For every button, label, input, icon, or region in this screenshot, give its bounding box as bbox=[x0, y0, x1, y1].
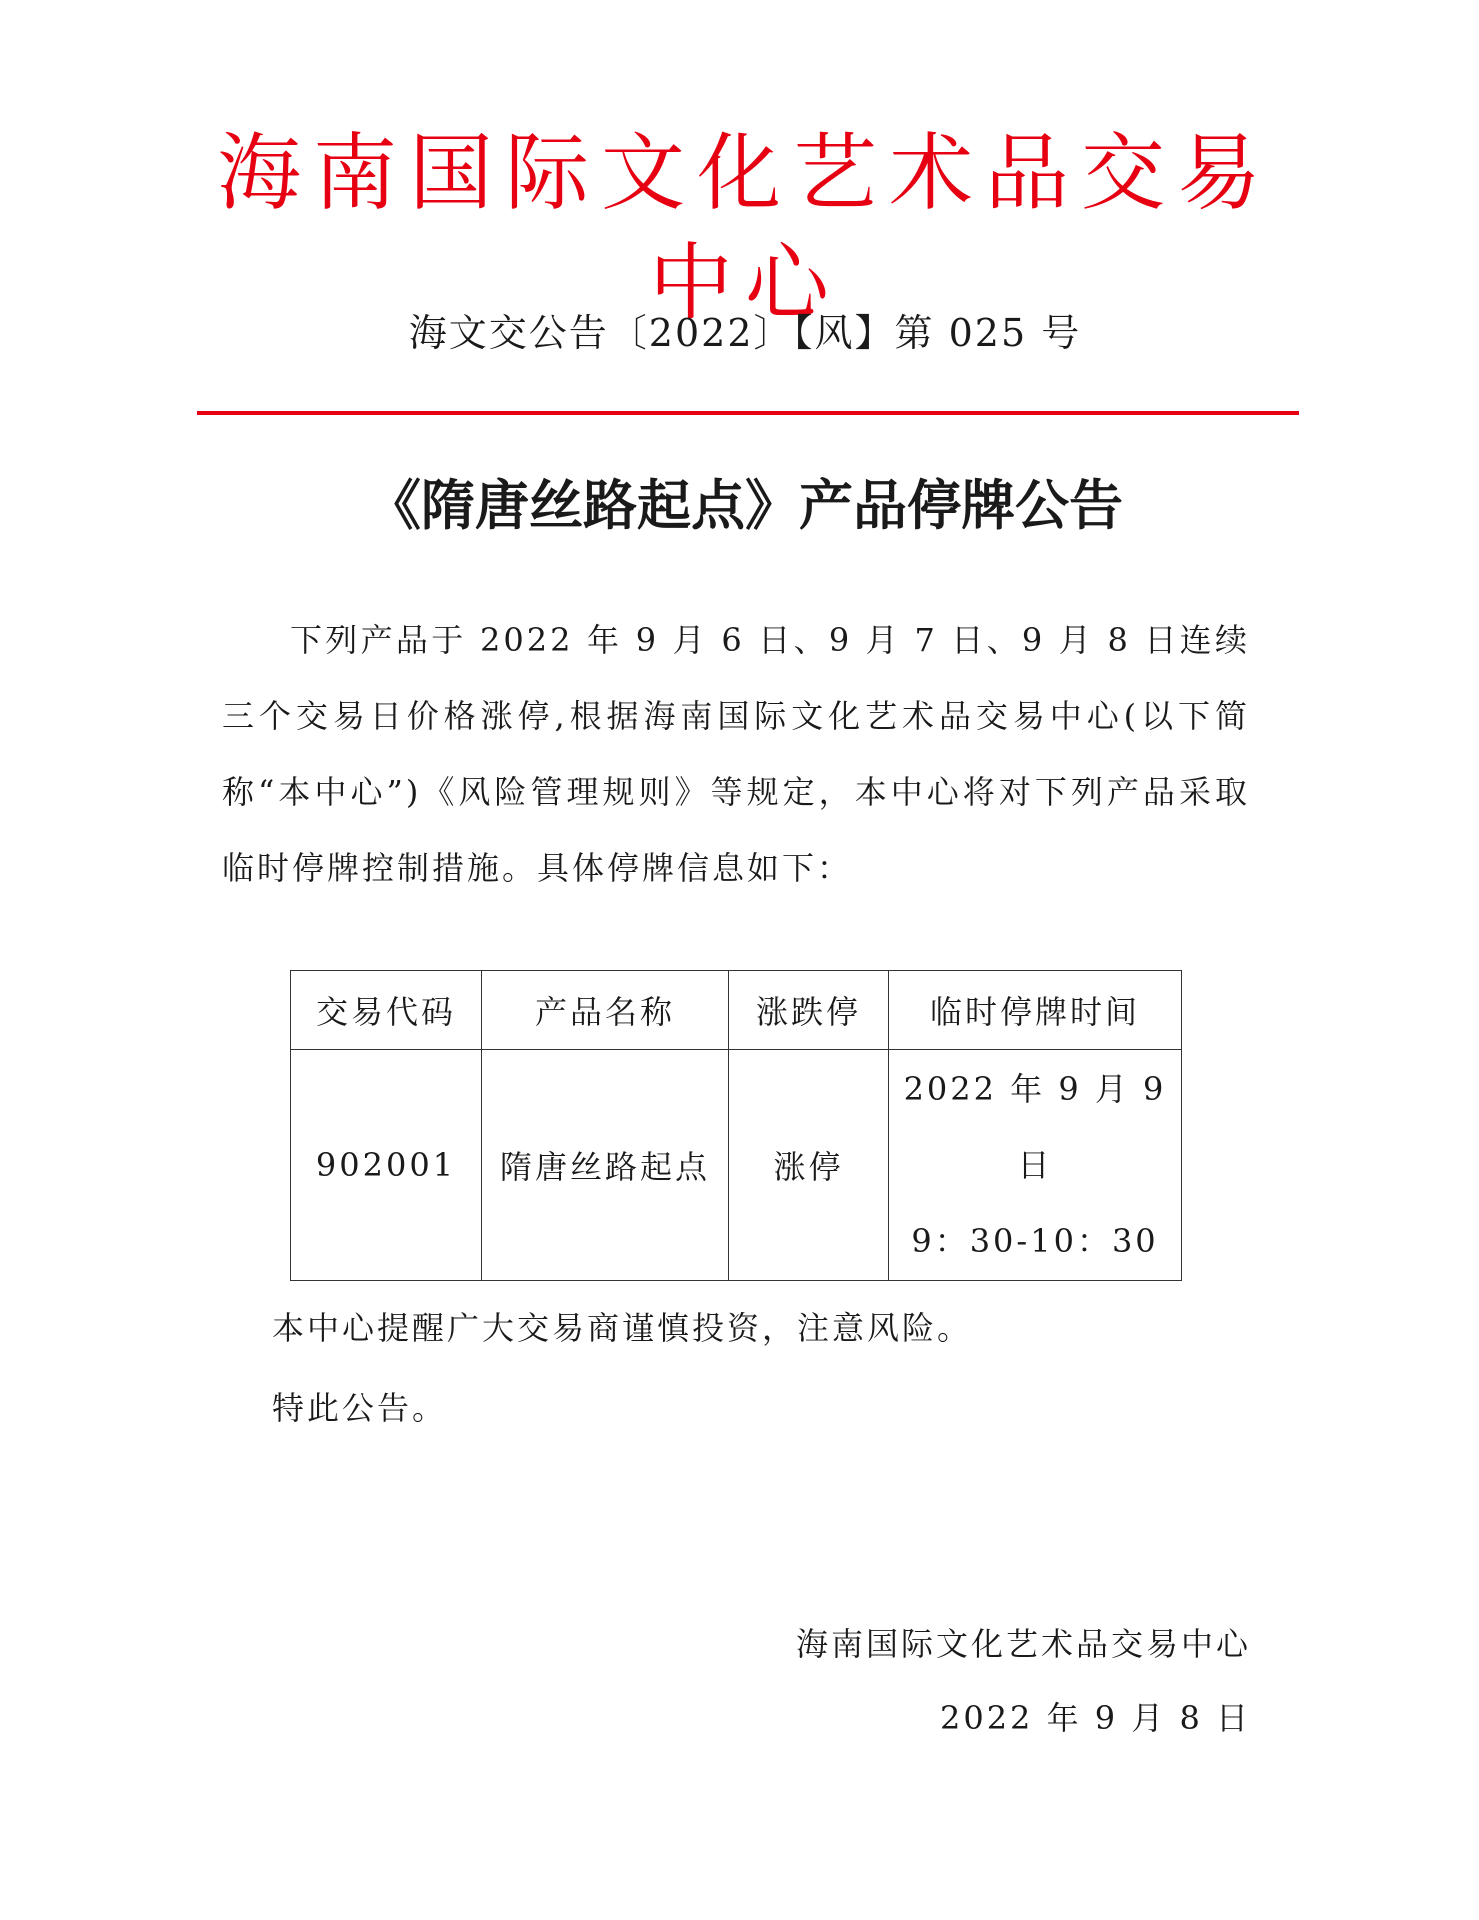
halt-date: 2022 年 9 月 9 日 bbox=[903, 1070, 1167, 1184]
document-number: 海文交公告〔2022〕【风】第 025 号 bbox=[408, 311, 1082, 355]
table-row bbox=[291, 1050, 1182, 1281]
risk-reminder: 本中心提醒广大交易商谨慎投资，注意风险。 bbox=[272, 1309, 973, 1347]
closing-statement: 特此公告。 bbox=[272, 1389, 448, 1427]
header-divider bbox=[197, 411, 1299, 415]
table-header-row bbox=[291, 971, 1182, 1050]
signature-date: 2022 年 9 月 8 日 bbox=[939, 1699, 1251, 1737]
signature-organization: 海南国际文化艺术品交易中心 bbox=[795, 1625, 1251, 1663]
notice-title: 《隋唐丝路起点》产品停牌公告 bbox=[367, 474, 1123, 537]
cell-price-limit: 涨停 bbox=[729, 1050, 889, 1281]
halt-time-range: 9：30-10：30 bbox=[911, 1222, 1159, 1260]
cell-halt-time bbox=[889, 1050, 1182, 1281]
organization-header: 海南国际文化艺术品交易中心 bbox=[216, 124, 1273, 332]
header-price-limit: 涨跌停 bbox=[729, 971, 889, 1050]
notice-body: 下列产品于 2022 年 9 月 6 日、9 月 7 日、9 月 8 日连续三个交易日价格涨停,根据海南国际文化艺术品交易中心(以下简称“本中心”)《风险管理规则》等规定，本中心将对下列产品采取临时停牌控制措施。具体停牌信息如下： bbox=[222, 621, 1250, 887]
header-product-name: 产品名称 bbox=[482, 971, 729, 1050]
header-trading-code: 交易代码 bbox=[291, 971, 482, 1050]
trading-halt-table bbox=[290, 970, 1182, 1281]
cell-trading-code: 902001 bbox=[291, 1050, 482, 1281]
header-halt-time: 临时停牌时间 bbox=[889, 971, 1182, 1050]
cell-product-name: 隋唐丝路起点 bbox=[482, 1050, 729, 1281]
